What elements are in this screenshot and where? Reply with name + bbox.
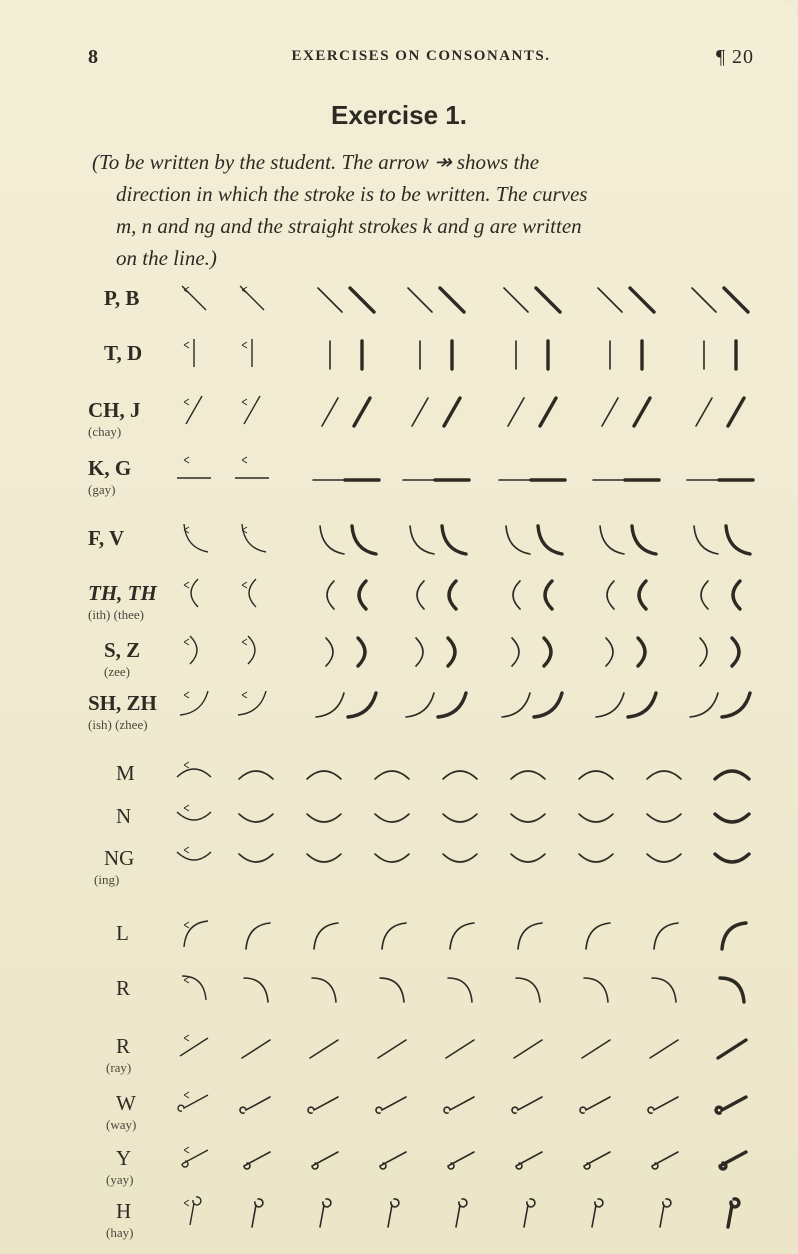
instruction-line: on the line.) <box>116 246 217 270</box>
practice-stroke <box>579 814 613 822</box>
row-label: SH, ZH <box>88 691 157 715</box>
practice-stroke <box>358 638 365 666</box>
direction-arrow-icon <box>242 582 247 588</box>
practice-stroke <box>516 978 540 1002</box>
practice-stroke <box>692 288 716 312</box>
practice-stroke <box>350 288 374 312</box>
direction-arrow-icon <box>242 342 247 348</box>
practice-stroke <box>584 1152 610 1169</box>
arrow-demo-stroke <box>182 286 206 310</box>
practice-stroke <box>240 1097 270 1113</box>
arrow-demo-stroke <box>177 847 211 860</box>
row-phonetic-hint: (gay) <box>88 482 116 497</box>
practice-stroke <box>722 923 746 949</box>
practice-stroke <box>607 581 614 609</box>
arrow-demo-stroke <box>184 396 202 424</box>
direction-arrow-icon <box>184 342 189 348</box>
direction-arrow-icon <box>184 922 189 928</box>
practice-stroke <box>632 526 656 554</box>
practice-stroke <box>320 1199 331 1227</box>
practice-stroke <box>375 854 409 862</box>
practice-stroke <box>327 581 334 609</box>
row-label: T, D <box>104 341 143 365</box>
arrow-demo-stroke <box>242 396 260 424</box>
practice-stroke <box>648 1097 678 1113</box>
practice-stroke <box>586 923 610 949</box>
arrow-demo-stroke <box>182 1147 208 1167</box>
demo-stroke <box>180 1038 208 1056</box>
direction-arrow-icon <box>184 639 189 645</box>
practice-stroke <box>348 693 376 717</box>
practice-stroke <box>246 923 270 949</box>
practice-stroke <box>514 1040 542 1058</box>
demo-stroke <box>190 1197 201 1225</box>
row-label: R <box>116 976 131 1000</box>
practice-stroke <box>596 693 624 717</box>
practice-stroke <box>307 814 341 822</box>
practice-stroke <box>443 814 477 822</box>
practice-stroke <box>732 638 739 666</box>
practice-stroke <box>606 638 613 666</box>
row-phonetic-hint: (zee) <box>104 664 130 679</box>
direction-arrow-icon <box>184 1035 189 1041</box>
row-phonetic-hint: (yay) <box>106 1172 134 1187</box>
practice-stroke <box>444 398 460 426</box>
practice-stroke <box>701 581 708 609</box>
instruction-line: (To be written by the student. The arrow ↠ shows the <box>92 150 540 174</box>
practice-stroke <box>602 398 618 426</box>
row-phonetic-hint: (ish) (zhee) <box>88 717 148 732</box>
arrow-demo-stroke <box>242 636 255 664</box>
practice-stroke <box>244 1152 270 1169</box>
arrow-demo-stroke <box>180 1035 208 1056</box>
practice-stroke <box>579 854 613 862</box>
practice-stroke <box>728 1199 739 1227</box>
practice-stroke <box>512 638 519 666</box>
page-number: 8 <box>88 46 99 68</box>
direction-arrow-icon <box>242 399 247 405</box>
practice-stroke <box>448 638 455 666</box>
practice-stroke <box>416 638 423 666</box>
practice-stroke <box>652 1152 678 1169</box>
practice-stroke <box>388 1199 399 1227</box>
demo-stroke <box>177 852 211 860</box>
practice-stroke <box>375 771 409 779</box>
practice-stroke <box>412 398 428 426</box>
practice-stroke <box>716 1097 746 1113</box>
row-label: Y <box>116 1146 132 1170</box>
practice-stroke <box>359 581 366 609</box>
practice-stroke <box>380 1152 406 1169</box>
practice-stroke <box>720 978 744 1002</box>
practice-stroke <box>728 398 744 426</box>
practice-stroke <box>406 693 434 717</box>
practice-stroke <box>722 693 750 717</box>
practice-stroke <box>508 398 524 426</box>
practice-stroke <box>628 693 656 717</box>
direction-arrow-icon <box>242 692 247 698</box>
arrow-demo-stroke <box>177 457 211 478</box>
row-label: N <box>116 804 132 828</box>
practice-stroke <box>448 1152 474 1169</box>
row-label: F, V <box>88 526 125 550</box>
practice-stroke <box>579 771 613 779</box>
arrow-demo-stroke <box>242 339 252 367</box>
instruction-line: m, n and ng and the straight strokes k and g are written <box>116 214 582 238</box>
practice-stroke <box>502 693 530 717</box>
practice-stroke <box>380 978 404 1002</box>
arrow-demo-stroke <box>240 286 264 310</box>
practice-stroke <box>312 1152 338 1169</box>
practice-stroke <box>715 854 749 862</box>
practice-stroke <box>442 526 466 554</box>
practice-stroke <box>524 1199 535 1227</box>
practice-stroke <box>536 288 560 312</box>
row-phonetic-hint: (ing) <box>94 872 120 887</box>
direction-arrow-icon <box>184 847 189 853</box>
practice-stroke <box>444 1097 474 1113</box>
practice-stroke <box>650 1040 678 1058</box>
direction-arrow-icon <box>242 639 247 645</box>
practice-stroke <box>443 854 477 862</box>
practice-stroke <box>715 771 749 779</box>
practice-stroke <box>647 771 681 779</box>
practice-stroke <box>310 1040 338 1058</box>
direction-arrow-icon <box>184 1147 189 1153</box>
practice-stroke <box>700 638 707 666</box>
practice-stroke <box>326 638 333 666</box>
practice-stroke <box>733 581 740 609</box>
practice-stroke <box>378 1040 406 1058</box>
row-label: K, G <box>88 456 132 480</box>
practice-stroke <box>322 398 338 426</box>
demo-stroke <box>249 579 256 607</box>
practice-stroke <box>538 526 562 554</box>
demo-stroke <box>177 769 211 777</box>
practice-stroke <box>715 814 749 822</box>
exercise-title: Exercise 1. <box>331 100 467 130</box>
practice-stroke <box>592 1199 603 1227</box>
practice-stroke <box>308 1097 338 1113</box>
practice-stroke <box>544 638 551 666</box>
practice-stroke <box>239 771 273 779</box>
arrow-demo-stroke <box>184 636 197 664</box>
practice-stroke <box>647 814 681 822</box>
row-label: R <box>116 1034 131 1058</box>
practice-stroke <box>660 1199 671 1227</box>
row-label: NG <box>104 846 135 870</box>
row-phonetic-hint: (hay) <box>106 1225 134 1240</box>
practice-stroke <box>375 814 409 822</box>
row-label: P, B <box>104 286 140 310</box>
practice-stroke <box>516 1152 542 1169</box>
practice-stroke <box>634 398 650 426</box>
practice-stroke <box>448 978 472 1002</box>
arrow-demo-stroke <box>184 339 194 367</box>
practice-stroke <box>511 854 545 862</box>
row-label: W <box>116 1091 136 1115</box>
direction-arrow-icon <box>184 805 189 811</box>
row-phonetic-hint: (ray) <box>106 1060 132 1075</box>
demo-stroke <box>190 636 197 664</box>
practice-stroke <box>724 288 748 312</box>
practice-stroke <box>410 526 434 554</box>
practice-stroke <box>242 1040 270 1058</box>
practice-stroke <box>446 1040 474 1058</box>
practice-stroke <box>638 638 645 666</box>
demo-stroke <box>186 396 202 424</box>
practice-stroke <box>354 398 370 426</box>
arrow-demo-stroke <box>242 524 266 552</box>
practice-stroke <box>696 398 712 426</box>
arrow-demo-stroke <box>184 579 198 607</box>
row-phonetic-hint: (chay) <box>88 424 122 439</box>
direction-arrow-icon <box>184 1200 189 1206</box>
arrow-demo-stroke <box>184 921 208 947</box>
direction-arrow-icon <box>184 762 189 768</box>
practice-stroke <box>718 1040 746 1058</box>
paragraph-mark: ¶ 20 <box>715 46 754 68</box>
practice-stroke <box>318 288 342 312</box>
row-label: CH, J <box>88 398 141 422</box>
practice-stroke <box>654 923 678 949</box>
practice-stroke <box>690 693 718 717</box>
practice-stroke <box>307 854 341 862</box>
practice-stroke <box>417 581 424 609</box>
direction-arrow-icon <box>184 582 189 588</box>
row-phonetic-hint: (way) <box>106 1117 137 1132</box>
practice-stroke <box>312 978 336 1002</box>
practice-stroke <box>518 923 542 949</box>
arrow-demo-stroke <box>178 1092 208 1111</box>
practice-stroke <box>314 923 338 949</box>
direction-arrow-icon <box>184 1092 189 1098</box>
arrow-demo-stroke <box>182 976 206 1000</box>
row-label: L <box>116 921 129 945</box>
arrow-demo-stroke <box>180 691 208 715</box>
practice-stroke <box>584 978 608 1002</box>
practice-stroke <box>239 854 273 862</box>
arrow-demo-stroke <box>242 579 256 607</box>
direction-arrow-icon <box>242 457 247 463</box>
direction-arrow-icon <box>184 692 189 698</box>
practice-stroke <box>438 693 466 717</box>
practice-stroke <box>630 288 654 312</box>
running-title: EXERCISES ON CONSONANTS. <box>291 48 551 64</box>
practice-stroke <box>376 1097 406 1113</box>
row-phonetic-hint: (ith) (thee) <box>88 607 144 622</box>
practice-stroke <box>598 288 622 312</box>
practice-stroke <box>316 693 344 717</box>
practice-stroke <box>694 526 718 554</box>
row-label: S, Z <box>104 638 141 662</box>
practice-stroke <box>352 526 376 554</box>
practice-stroke <box>239 814 273 822</box>
demo-stroke <box>177 812 211 820</box>
demo-stroke <box>244 396 260 424</box>
practice-stroke <box>307 771 341 779</box>
arrow-demo-stroke <box>184 1197 201 1225</box>
row-label: H <box>116 1199 132 1223</box>
practice-stroke <box>320 526 344 554</box>
practice-stroke <box>440 288 464 312</box>
practice-stroke <box>408 288 432 312</box>
practice-stroke <box>726 526 750 554</box>
practice-stroke <box>512 1097 542 1113</box>
practice-stroke <box>513 581 520 609</box>
practice-stroke <box>443 771 477 779</box>
practice-stroke <box>449 581 456 609</box>
row-label: M <box>116 761 135 785</box>
practice-stroke <box>652 978 676 1002</box>
practice-stroke <box>244 978 268 1002</box>
practice-stroke <box>720 1152 746 1169</box>
arrow-demo-stroke <box>184 524 208 552</box>
practice-stroke <box>504 288 528 312</box>
practice-stroke <box>545 581 552 609</box>
practice-stroke <box>540 398 556 426</box>
direction-arrow-icon <box>184 457 189 463</box>
demo-stroke <box>182 1150 208 1167</box>
practice-stroke <box>506 526 530 554</box>
direction-arrow-icon <box>184 399 189 405</box>
instruction-line: direction in which the stroke is to be written. The curves <box>116 182 588 206</box>
arrow-demo-stroke <box>238 691 266 715</box>
practice-stroke <box>534 693 562 717</box>
arrow-demo-stroke <box>177 805 211 820</box>
practice-stroke <box>252 1199 263 1227</box>
direction-arrow-icon <box>184 977 189 983</box>
demo-stroke <box>178 1095 208 1111</box>
arrow-demo-stroke <box>235 457 269 478</box>
practice-stroke <box>600 526 624 554</box>
practice-stroke <box>580 1097 610 1113</box>
practice-stroke <box>582 1040 610 1058</box>
arrow-demo-stroke <box>177 762 211 777</box>
practice-stroke <box>511 814 545 822</box>
practice-stroke <box>450 923 474 949</box>
practice-stroke <box>639 581 646 609</box>
practice-stroke <box>647 854 681 862</box>
row-label: TH, TH <box>88 581 157 605</box>
demo-stroke <box>248 636 255 664</box>
practice-stroke <box>456 1199 467 1227</box>
demo-stroke <box>184 921 208 947</box>
practice-stroke <box>511 771 545 779</box>
practice-stroke <box>382 923 406 949</box>
demo-stroke <box>191 579 198 607</box>
